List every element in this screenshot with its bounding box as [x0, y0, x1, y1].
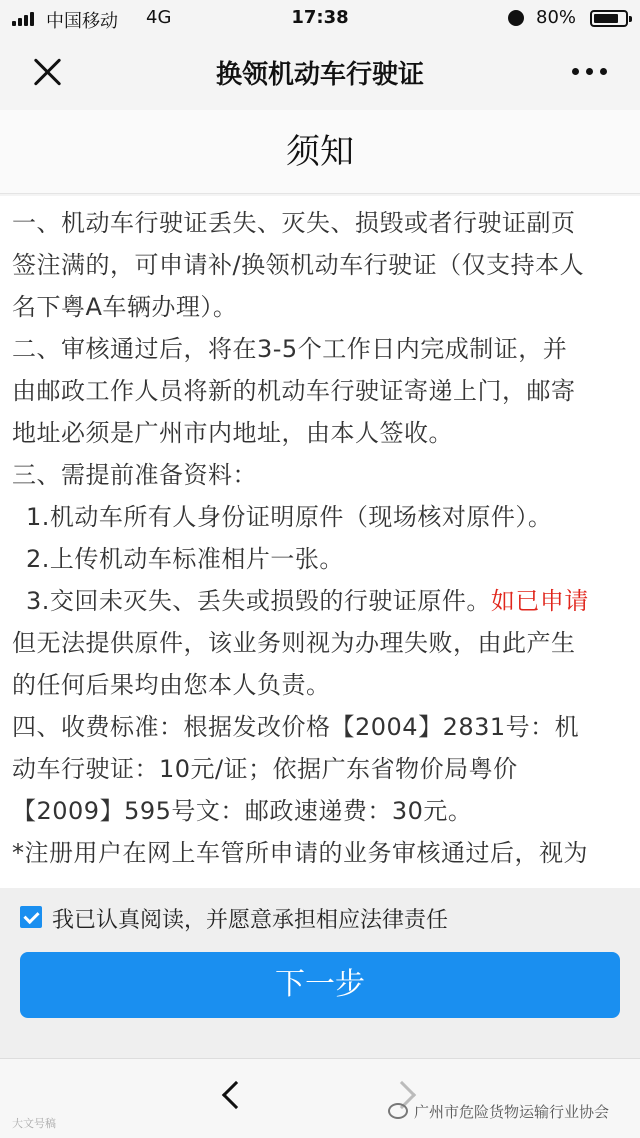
notice-line: 二、审核通过后，将在3-5个工作日内完成制证，并	[12, 335, 568, 363]
notice-line	[12, 580, 628, 622]
clock: 17:38	[291, 7, 349, 28]
notice-line: 四、收费标准：根据发改价格【2004】2831号：机	[12, 713, 580, 741]
notice-line: 地址必须是广州市内地址，由本人签收。	[12, 419, 453, 447]
chevron-left-icon[interactable]	[222, 1081, 250, 1109]
notice-line: 签注满的，可申请补/换领机动车行驶证（仅支持本人	[12, 251, 585, 279]
more-icon[interactable]	[570, 68, 610, 78]
notice-line: 名下粤A车辆办理）。	[12, 293, 238, 321]
wechat-icon	[388, 1103, 408, 1119]
battery-icon	[590, 10, 628, 27]
notice-line: 由邮政工作人员将新的机动车行驶证寄递上门，邮寄	[12, 377, 576, 405]
registered-user-note: *注册用户在网上车管所申请的业务审核通过后，视为	[12, 839, 588, 867]
warning-text: 的任何后果均由您本人负责。	[12, 671, 331, 699]
page-title: 须知	[0, 110, 640, 194]
bottom-toolbar	[0, 1058, 640, 1138]
notice-line: 2.上传机动车标准相片一张。	[26, 545, 344, 573]
nav-title: 换领机动车行驶证	[215, 60, 424, 90]
network-type: 4G	[146, 7, 172, 28]
nav-bar	[0, 36, 640, 108]
status-bar	[0, 0, 640, 36]
battery-percent: 80%	[536, 7, 577, 28]
notice-line: 【2009】595号文：邮政速递费：30元。	[12, 797, 473, 825]
agree-checkbox[interactable]	[20, 906, 42, 928]
next-step-button[interactable]: 下一步	[20, 952, 620, 1018]
agree-label[interactable]: 我已认真阅读，并愿意承担相应法律责任	[52, 908, 449, 933]
notice-content[interactable]	[0, 196, 640, 888]
watermark-text: 大文号稿	[12, 1117, 56, 1130]
notice-line: 三、需提前准备资料：	[12, 461, 257, 489]
notice-line: 动车行驶证：10元/证；依据广东省物价局粤价	[12, 755, 518, 783]
warning-text: 但无法提供原件，该业务则视为办理失败，由此产生	[12, 629, 576, 657]
alarm-icon	[508, 10, 524, 26]
watermark-text: 广州市危险货物运输行业协会	[414, 1103, 610, 1121]
notice-line: 一、机动车行驶证丢失、灭失、损毁或者行驶证副页	[12, 209, 576, 237]
notice-line-plain: 3.交回未灭失、丢失或损毁的行驶证原件。	[26, 587, 491, 615]
warning-text: 如已申请	[490, 587, 589, 615]
notice-line: 1.机动车所有人身份证明原件（现场核对原件）。	[26, 503, 553, 531]
carrier-name: 中国移动	[46, 11, 118, 32]
